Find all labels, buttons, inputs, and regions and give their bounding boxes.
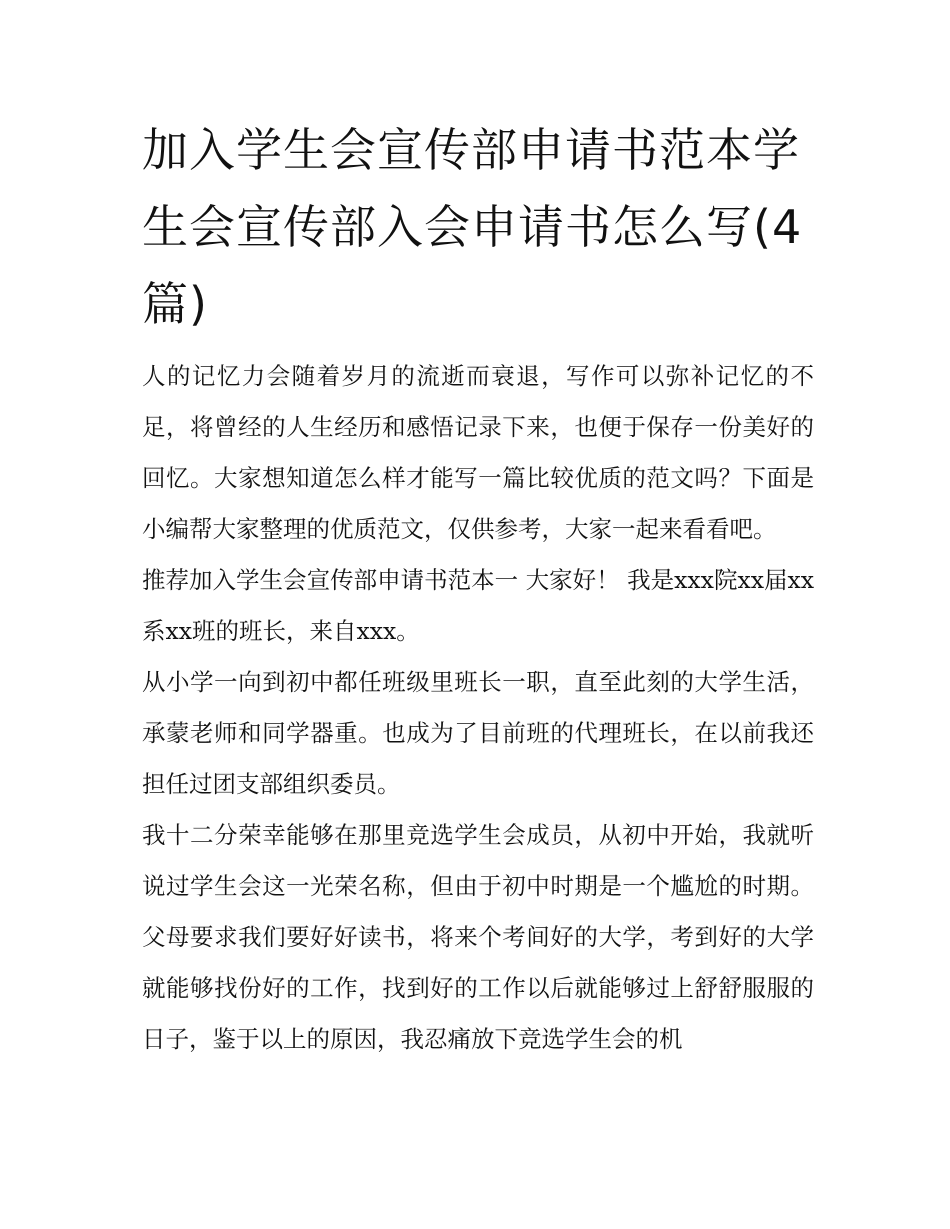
paragraph-experience: 从小学一向到初中都任班级里班长一职，直至此刻的大学生活，承蒙老师和同学器重。也成为了目前班的代理班长，在以前我还担任过团支部组织委员。 — [142, 668, 814, 798]
paragraph-motivation: 我十二分荣幸能够在那里竞选学生会成员，从初中开始，我就听说过学生会这一光荣名称，但由于初中时期是一个尴尬的时期。父母要求我们要好好读书，将来个考间好的大学，考到好的大学就能够找份好的工作，找到好的工作以后就能够过上舒舒服服的日子，鉴于以上的原因，我忍痛放下竞选学生会的机 — [142, 821, 814, 1053]
document-page — [142, 112, 814, 1065]
document-title: 加入学生会宣传部申请书范本学生会宣传部入会申请书怎么写(4篇) — [142, 123, 803, 331]
paragraph-greeting: 推荐加入学生会宣传部申请书范本一 大家好！ 我是xxx院xx届xx系xx班的班长，来自xxx。 — [142, 566, 814, 645]
paragraph-intro: 人的记忆力会随着岁月的流逝而衰退，写作可以弥补记忆的不足，将曾经的人生经历和感悟记录下来，也便于保存一份美好的回忆。大家想知道怎么样才能写一篇比较优质的范文吗？下面是小编帮大家整理的优质范文，仅供参考，大家一起来看看吧。 — [142, 362, 814, 543]
